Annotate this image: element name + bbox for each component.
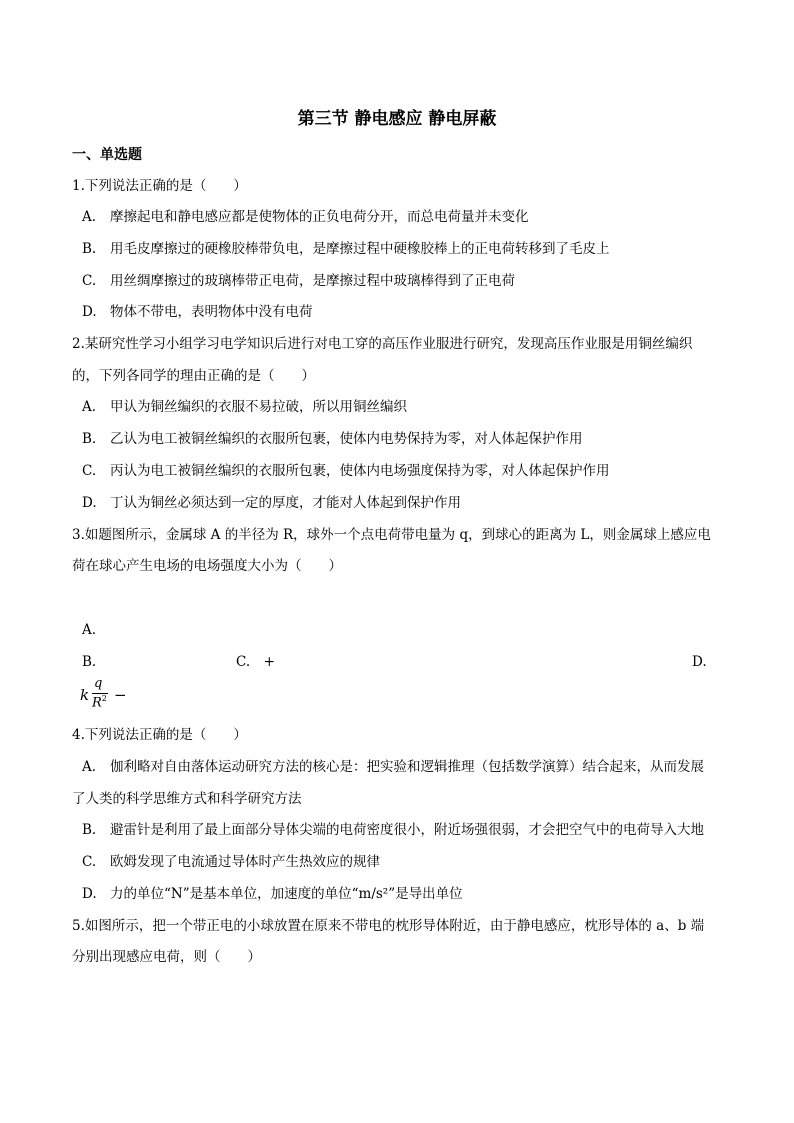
option-text: 用毛皮摩擦过的硬橡胶棒带负电，是摩擦过程中硬橡胶棒上的正电荷转移到了毛皮上 [110,241,610,257]
option-text: 丁认为铜丝必须达到一定的厚度，才能对人体起到保护作用 [110,495,461,511]
formula-numerator: q [94,676,103,691]
question-2-stem-line-1: 2.某研究性学习小组学习电学知识后进行对电工穿的高压作业服进行研究，发现高压作业服是用铜丝编织 [72,336,693,352]
formula-den-base: R [92,695,102,711]
question-4-option-a-continued: 了人类的科学思维方式和科学研究方法 [72,791,302,807]
question-1-option-d[interactable] [82,302,313,322]
option-label: C. [82,463,97,479]
option-label: D. [82,495,97,511]
formula-k-q-over-r-squared [80,676,140,716]
option-text: 摩擦起电和静电感应都是使物体的正负电荷分开，而总电荷量并未变化 [110,209,529,225]
option-label: D. [82,886,97,902]
question-2-option-c[interactable] [82,461,610,481]
question-3-option-a[interactable]: A. [82,622,97,638]
question-4-option-c[interactable] [82,852,380,872]
formula-exponent: 2 [101,694,107,703]
option-text: 丙认为电工被铜丝编织的衣服所包裹，使体内电场强度保持为零，对人体起保护作用 [110,463,610,479]
question-3-option-c[interactable]: C. + [236,654,275,670]
question-1-option-b[interactable] [82,239,610,259]
section-heading: 一、单选题 [72,147,142,163]
question-1-stem: 1.下列说法正确的是（ ） [72,178,247,194]
question-4-option-d[interactable] [82,884,463,904]
option-text: 甲认为铜丝编织的衣服不易拉破，所以用铜丝编织 [110,399,407,415]
question-3-stem-line-1: 3.如题图所示，金属球 A 的半径为 R，球外一个点电荷带电量为 q，到球心的距离为 L，则金属球上感应电 [72,527,711,543]
option-text: 欧姆发现了电流通过导体时产生热效应的规律 [110,854,380,870]
question-2-option-d[interactable] [82,493,461,513]
question-2-option-a[interactable] [82,397,407,417]
question-5-stem-line-1: 5.如图所示，把一个带正电的小球放置在原来不带电的枕形导体附近，由于静电感应，枕形导体的 a、b 端 [72,918,705,934]
option-text: 伽利略对自由落体运动研究方法的核心是：把实验和逻辑推理（包括数学演算）结合起来，从而发展 [110,759,704,775]
option-text: 物体不带电，表明物体中没有电荷 [110,304,313,320]
option-label: B. [82,431,97,447]
option-label: C. [82,273,97,289]
formula-denominator [92,694,107,710]
question-3-stem-line-2: 荷在球心产生电场的电场强度大小为（ ） [72,558,342,574]
option-label: D. [82,304,97,320]
option-text: 乙认为电工被铜丝编织的衣服所包裹，使体内电势保持为零，对人体起保护作用 [110,431,583,447]
formula-minus: − [114,686,127,704]
option-label: A. [82,209,97,225]
question-1-option-c[interactable] [82,271,515,291]
formula-k: k [80,686,90,704]
option-text: 力的单位“N”是基本单位，加速度的单位“m/s²”是导出单位 [110,886,463,902]
option-label: A. [82,759,97,775]
question-3-option-d[interactable]: D. [692,654,707,670]
question-4-option-b[interactable] [82,820,704,840]
option-label: B. [82,822,97,838]
question-5-stem-line-2: 分别出现感应电荷，则（ ） [72,949,261,965]
option-label: C. [82,854,97,870]
option-text: 避雷针是利用了最上面部分导体尖端的电荷密度很小，附近场强很弱，才会把空气中的电荷导入大地 [110,822,704,838]
question-4-stem: 4.下列说法正确的是（ ） [72,727,247,743]
question-4-option-a[interactable] [82,757,704,777]
option-text: 用丝绸摩擦过的玻璃棒带正电荷，是摩擦过程中玻璃棒得到了正电荷 [110,273,515,289]
question-1-option-a[interactable] [82,207,529,227]
question-2-option-b[interactable] [82,429,583,449]
option-label: A. [82,399,97,415]
question-2-stem-line-2: 的，下列各同学的理由正确的是（ ） [72,368,315,384]
page-title: 第三节 静电感应 静电屏蔽 [297,109,497,129]
question-3-option-b[interactable]: B. [82,654,97,670]
option-label: B. [82,241,97,257]
